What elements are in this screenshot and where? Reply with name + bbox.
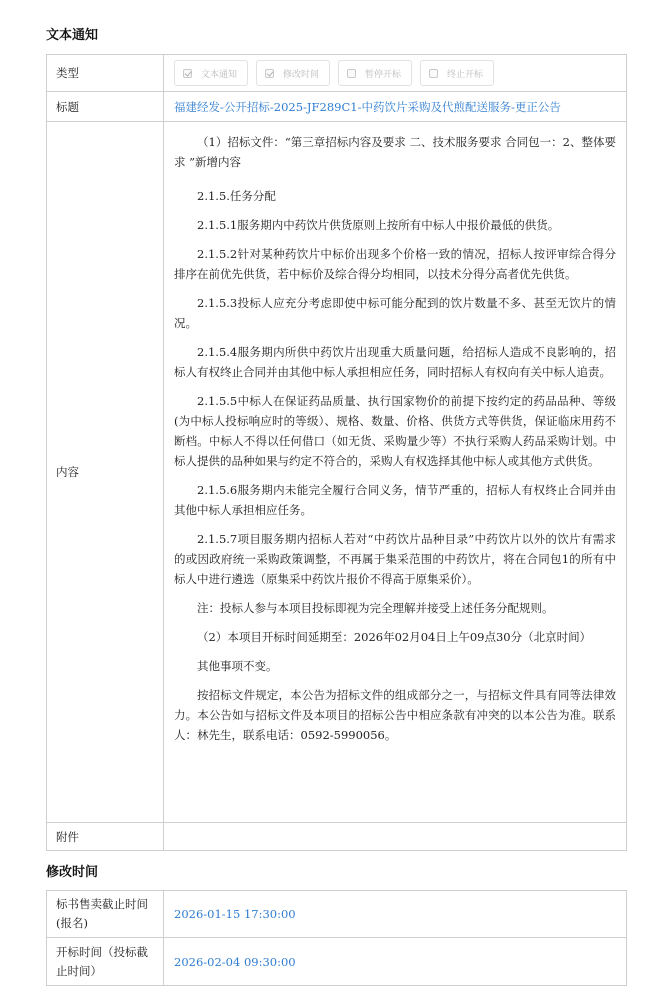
content-paragraph: 2.1.5.2针对某种药饮片中标价出现多个价格一致的情况，招标人按评审综合得分排序在前优先供货，若中标价及综合得分均相同，以技术分得分高者优先供货。	[174, 247, 616, 281]
content-paragraph: 按招标文件规定，本公告为招标文件的组成部分之一，与招标文件具有同等法律效力。本公告如与招标文件及本项目的招标公告中相应条款有冲突的以本公告为准。联系人：林先生，联系电话：0592-5990056。	[174, 688, 616, 742]
modify-row	[47, 938, 626, 985]
unchecked-box-icon	[429, 69, 438, 78]
type-row	[47, 55, 626, 92]
notice-content	[164, 122, 626, 822]
content-label: 内容	[47, 122, 164, 822]
type-option-label: 终止开标	[447, 69, 484, 80]
content-paragraph: （2）本项目开标时间延期至：2026年02月04日上午09点30分（北京时间）	[197, 630, 592, 644]
content-paragraph: 2.1.5.1服务期内中药饮片供货原则上按所有中标人中报价最低的供货。	[197, 218, 560, 232]
modify-row	[47, 891, 626, 938]
content-paragraph: 2.1.5.6服务期内未能完全履行合同义务，情节严重的，招标人有权终止合同并由其他中标人承担相应任务。	[174, 483, 616, 517]
modify-table	[46, 890, 627, 986]
type-options	[164, 55, 626, 91]
notice-title-link[interactable]: 福建经发-公开招标-2025-JF289C1-中药饮片采购及代煎配送服务-更正公告	[174, 99, 561, 114]
type-option-checkbox[interactable]	[256, 60, 330, 86]
attachment-value	[164, 823, 626, 850]
bid-opening-value: 2026-02-04 09:30:00	[174, 954, 296, 969]
notice-section-title: 文本通知	[46, 28, 99, 43]
content-paragraph: 其他事项不变。	[197, 659, 278, 673]
checked-box-icon	[183, 69, 192, 78]
content-paragraph: 注：投标人参与本项目投标即视为完全理解并接受上述任务分配规则。	[197, 601, 554, 615]
title-label: 标题	[47, 92, 164, 121]
type-option-label: 修改时间	[283, 69, 320, 80]
content-paragraph: 2.1.5.5中标人在保证药品质量、执行国家物价的前提下按约定的药品品种、等级(为中标人投标响应时的等级）、规格、数量、价格、供货方式等供货，保证临床用药不断档。中标人不得以任何借口（如无货、采购量少等）不执行采购人药品采购计划。中标人提供的品种如果与约定不符合的，采购人有权选择其他中标人或其他方式供货。	[174, 394, 616, 468]
content-paragraph: 2.1.5.4服务期内所供中药饮片出现重大质量问题，给招标人造成不良影响的，招标人有权终止合同并由其他中标人承担相应任务，同时招标人有权向有关中标人追责。	[174, 345, 616, 379]
sale-deadline-value: 2026-01-15 17:30:00	[174, 907, 296, 921]
type-label: 类型	[47, 55, 164, 91]
modify-section-title: 修改时间	[46, 865, 99, 880]
notice-table	[46, 54, 627, 851]
sale-deadline-label: 标书售卖截止时间(报名)	[47, 891, 164, 937]
bid-opening-label: 开标时间（投标截止时间）	[47, 938, 164, 985]
unchecked-box-icon	[347, 69, 356, 78]
checked-box-icon	[265, 69, 274, 78]
content-paragraph: 2.1.5.7项目服务期内招标人若对“中药饮片品种目录”中药饮片以外的饮片有需求的或因政府统一采购政策调整，不再属于集采范围的中药饮片，将在合同包1的所有中标人中进行遴选（原集采中药饮片报价不得高于原集采价）。	[174, 532, 616, 586]
type-option-label: 暂停开标	[365, 69, 402, 80]
type-option-checkbox[interactable]	[338, 60, 412, 86]
type-option-checkbox[interactable]	[420, 60, 494, 86]
attachment-label: 附件	[47, 823, 164, 850]
content-paragraph: 2.1.5.任务分配	[197, 189, 276, 203]
content-paragraph: 2.1.5.3投标人应充分考虑即使中标可能分配到的饮片数量不多、甚至无饮片的情况。	[174, 296, 616, 330]
title-row	[47, 92, 626, 122]
content-paragraph: （1）招标文件：“第三章招标内容及要求 二、技术服务要求 合同包一：2、整体要求 ”新增内容	[174, 135, 616, 169]
content-row	[47, 122, 626, 823]
attachment-row	[47, 823, 626, 850]
type-option-label: 文本通知	[201, 69, 238, 80]
type-option-checkbox[interactable]	[174, 60, 248, 86]
